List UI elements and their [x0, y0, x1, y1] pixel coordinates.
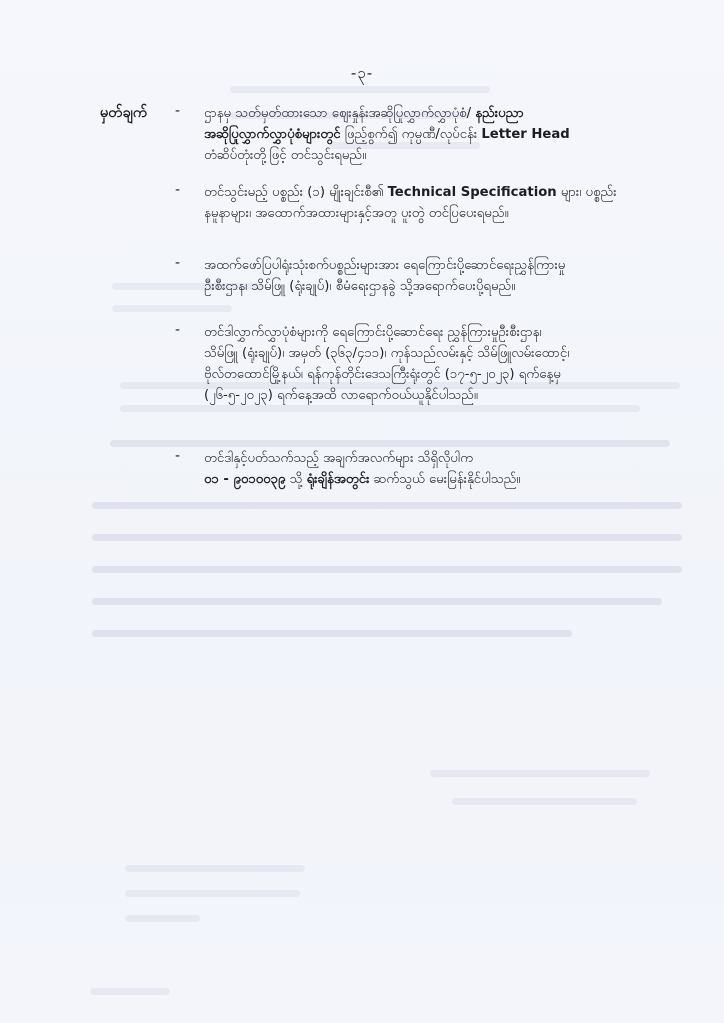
text-line: [204, 385, 685, 406]
text-run: တင်ဒါနှင့်ပတ်သက်သည့် အချက်အလက်များ သိရှိလိုပါက: [204, 451, 474, 466]
text-run: တင်ဒါလွှာက်လွှာပုံစံများကို ရေကြောင်းပို့ဆောင်ရေး ညွှန်ကြားမှုဦးစီးဌာန၊: [204, 325, 542, 340]
text-run-bold: Technical Specification: [387, 185, 557, 200]
note-text: [204, 182, 685, 224]
note-text: [204, 322, 685, 406]
text-run: ဌာနမှ သတ်မှတ်ထားသော ဈေးနှုန်းအဆိုပြုလွှာက်လွှာပုံစံ/: [204, 106, 476, 121]
text-run: (၂၆-၅-၂၀၂၃) ရက်နေ့အထိ လာရောက်ဝယ်ယူနိုင်ပါသည်။: [204, 388, 478, 403]
text-line: [204, 103, 685, 124]
text-run-bold: အဆိုပြုလွှာက်လွှာပုံစံများတွင်: [204, 127, 341, 142]
note-label: မှတ်ချက်: [100, 105, 148, 121]
text-run: များ၊ ပစ္စည်း: [556, 185, 617, 200]
phone-number: ၀၁ - ၉၀၁၀၀၃၉: [204, 472, 286, 487]
text-run: ဖြည့်စွက်၍ ကုမ္ပဏီ/လုပ်ငန်း: [340, 127, 482, 142]
text-run-bold: Letter Head: [481, 127, 570, 142]
text-line: [204, 255, 685, 276]
text-run: သို့: [285, 472, 307, 487]
text-line: [204, 469, 685, 490]
text-line: [204, 343, 685, 364]
text-run: ဦးစီးဌာန၊ သိမ်ဖြူ (ရုံးချုပ်)၊ စီမံရေးဌာနခွဲ သို့အရောက်ပေးပို့ရမည်။: [204, 279, 516, 294]
page-number: -၃-: [350, 64, 374, 82]
note-text: [204, 255, 685, 297]
bullet-dash: -: [175, 448, 181, 464]
text-line: [204, 448, 685, 469]
text-line: [204, 182, 685, 203]
text-run: အထက်ဖော်ပြပါရုံးသုံးစက်ပစ္စည်းများအား ရေကြောင်းပို့ဆောင်ရေးညွှန်ကြားမှု: [204, 258, 566, 273]
text-line: [204, 322, 685, 343]
text-run: ဆက်သွယ် မေးမြန်းနိုင်ပါသည်။: [369, 472, 521, 487]
note-text: [204, 103, 685, 166]
text-run: တံဆိပ်တုံးတို့ဖြင့် တင်သွင်းရမည်။: [204, 148, 367, 163]
note-text: [204, 448, 685, 490]
text-line: [204, 145, 685, 166]
text-run: ဗိုလ်တထောင်မြို့နယ်၊ ရန်ကုန်တိုင်းဒေသကြီးရုံးတွင် (၁၇-၅-၂၀၂၃) ရက်နေ့မှ: [204, 367, 561, 382]
bullet-dash: -: [175, 103, 181, 119]
text-run: နမူနာများ၊ အထောက်အထားများနှင့်အတူ ပူးတွဲ တင်ပြပေးရမည်။: [204, 206, 509, 221]
text-run: သိမ်ဖြူ (ရုံးချုပ်)၊ အမှတ် (၃၆၃/၄၁၁)၊ ကုန်သည်လမ်းနှင့် သိမ်ဖြူလမ်းထောင့်၊: [204, 346, 570, 361]
bullet-dash: -: [175, 322, 181, 338]
bullet-dash: -: [175, 255, 181, 271]
text-run-bold: ရုံးချိန်အတွင်း: [306, 472, 370, 487]
text-run-bold: နည်းပညာ: [475, 106, 524, 121]
text-line: [204, 276, 685, 297]
text-line: [204, 124, 685, 145]
bullet-dash: -: [175, 182, 181, 198]
text-line: [204, 203, 685, 224]
text-line: [204, 364, 685, 385]
text-run: တင်သွင်းမည့် ပစ္စည်း (၁) မျိုးချင်းစီ၏: [204, 185, 388, 200]
